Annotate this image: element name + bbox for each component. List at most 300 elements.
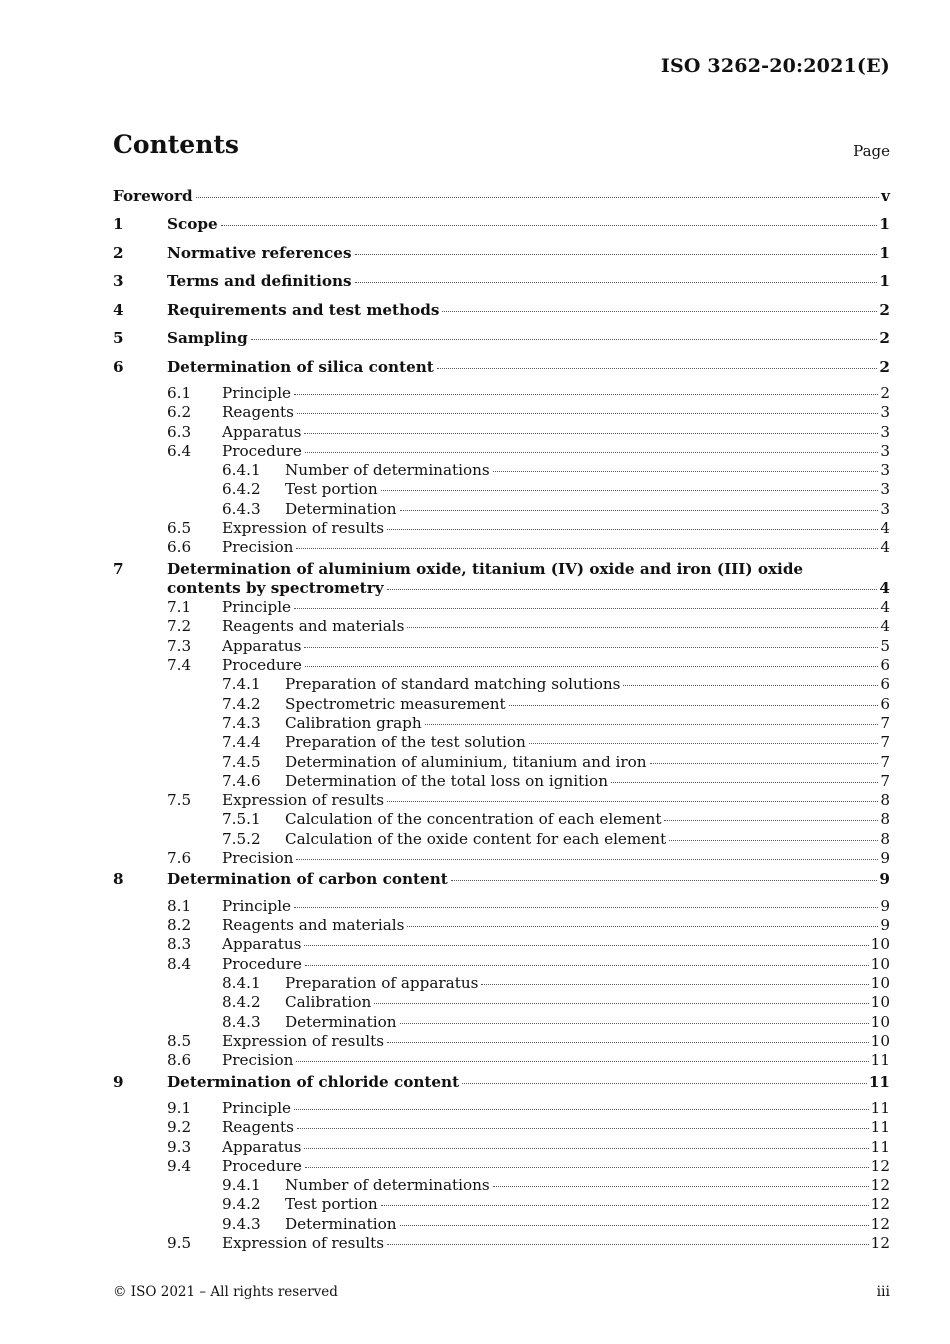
dot-leader: [529, 743, 878, 744]
toc-entry[interactable]: [113, 1136, 890, 1155]
dot-leader: [305, 666, 878, 667]
toc-leader-line: [222, 1118, 890, 1136]
toc-title: Procedure: [222, 954, 302, 973]
toc-section-number: 5: [113, 329, 124, 347]
toc-section-number: 7.1: [167, 598, 192, 617]
toc-title: Determination of aluminium oxide, titanium (IV) oxide and iron (III) oxide: [167, 559, 804, 578]
toc-entry[interactable]: [113, 895, 890, 914]
toc-leader-line: [285, 1013, 890, 1031]
toc-title: Determination of the total loss on ignition: [285, 771, 608, 790]
toc-entry[interactable]: [113, 1174, 890, 1193]
toc-section-number: 6.2: [167, 403, 192, 422]
toc-section-number: 7.4.6: [222, 771, 261, 790]
toc-page-number: 11: [870, 1099, 890, 1117]
toc-entry[interactable]: [113, 712, 890, 731]
toc-title: Expression of results: [222, 791, 384, 810]
toc-title: Number of determinations: [285, 461, 490, 480]
toc-leader-line: [285, 1176, 890, 1194]
toc-section-number: 9.4.2: [222, 1195, 261, 1214]
toc-section-number: 9.4: [167, 1156, 192, 1175]
dot-leader: [196, 197, 880, 198]
toc-section-number: 8: [113, 870, 124, 889]
toc-leader-line: [285, 695, 890, 713]
toc-section-number: 6.4.3: [222, 499, 261, 518]
toc-leader-line: [285, 1195, 890, 1213]
toc-leader-line: [222, 637, 890, 655]
toc-entry[interactable]: [113, 354, 890, 383]
toc-leader-line: [167, 870, 890, 888]
toc-page-number: 6: [880, 656, 890, 675]
toc-section-number: 6.4.1: [222, 461, 261, 480]
dot-leader: [304, 647, 878, 648]
toc-section-number: 7.4.5: [222, 752, 261, 771]
dot-leader: [650, 763, 879, 764]
toc-leader-line: [167, 579, 890, 597]
toc-leader-line: [222, 656, 890, 674]
dot-leader: [481, 984, 868, 985]
toc-leader-line: [167, 329, 890, 347]
toc-leader-line: [222, 617, 890, 635]
toc-leader-line: [285, 1215, 890, 1233]
toc-page-number: 1: [879, 243, 890, 262]
toc-section-number: 8.3: [167, 935, 192, 954]
dot-leader: [221, 225, 878, 226]
dot-leader: [304, 433, 878, 434]
toc-page-number: 2: [879, 329, 890, 347]
toc-entry[interactable]: [113, 770, 890, 789]
toc-title: Precision: [222, 849, 294, 868]
dot-leader: [305, 452, 878, 453]
toc-title: contents by spectrometry: [167, 578, 384, 597]
dot-leader: [493, 471, 879, 472]
toc-title: Procedure: [222, 1156, 302, 1175]
toc-page-number: 1: [879, 272, 890, 290]
toc-page-number: 2: [879, 300, 890, 319]
toc-leader-line: [285, 714, 890, 732]
toc-page-number: 1: [879, 215, 890, 233]
toc-leader-line: [222, 1234, 890, 1252]
toc-title: Preparation of apparatus: [285, 974, 479, 993]
toc-title: Calibration: [285, 993, 372, 1012]
toc-leader-line: [167, 1073, 890, 1091]
toc-page-number: 3: [880, 441, 890, 460]
toc-title: Precision: [222, 538, 294, 557]
toc-section-number: 6.6: [167, 538, 192, 557]
toc-leader-line: [167, 301, 890, 319]
toc-title: Calculation of the concentration of each element: [285, 810, 662, 829]
toc-leader-line: [285, 753, 890, 771]
toc-entry[interactable]: [113, 183, 890, 211]
dot-leader: [425, 724, 879, 725]
toc-page-number: 3: [880, 499, 890, 518]
toc-leader-line: [167, 215, 890, 233]
toc-page-number: 2: [880, 384, 890, 402]
toc-title: Apparatus: [222, 1137, 302, 1156]
toc-entry[interactable]: [113, 382, 890, 401]
toc-page-number: 11: [870, 1051, 890, 1070]
toc-section-number: 9.1: [167, 1099, 192, 1117]
toc-entry[interactable]: [113, 1030, 890, 1049]
toc-section-number: 9.2: [167, 1118, 192, 1137]
toc-title: Test portion: [285, 1195, 378, 1214]
toc-page-number: 7: [880, 771, 890, 790]
toc-entry[interactable]: [113, 1097, 890, 1116]
toc-page-number: 7: [880, 752, 890, 771]
toc-page-number: 11: [870, 1137, 890, 1156]
toc-section-number: 9: [113, 1072, 124, 1091]
toc-page-number: 10: [870, 1031, 890, 1050]
toc-page-number: 8: [880, 829, 890, 848]
toc-entry[interactable]: [113, 914, 890, 933]
dot-leader: [387, 801, 878, 802]
dot-leader: [297, 1128, 869, 1129]
toc-section-number: 8.4.1: [222, 974, 261, 993]
toc-page-number: 3: [880, 461, 890, 480]
toc-section-number: 7.5: [167, 791, 192, 810]
toc-page-number: 10: [870, 993, 890, 1012]
toc-page-number: 5: [880, 636, 890, 655]
toc-leader-line: [285, 500, 890, 518]
toc-title: Principle: [222, 896, 292, 915]
toc-section-number: 7.2: [167, 617, 192, 636]
toc-section-number: 7.4: [167, 656, 192, 675]
dot-leader: [296, 859, 878, 860]
toc-entry[interactable]: [113, 1232, 890, 1251]
toc-section-number: 7.4.3: [222, 713, 261, 732]
toc-leader-line: [222, 1157, 890, 1175]
toc-page-number: 6: [880, 694, 890, 713]
toc-page-number: 4: [880, 538, 890, 557]
toc-leader-line: [167, 244, 890, 262]
toc-leader-line: [222, 1051, 890, 1069]
toc-page-number: 7: [880, 713, 890, 732]
toc-title: Number of determinations: [285, 1176, 490, 1195]
toc-section-number: 1: [113, 215, 124, 233]
dot-leader: [251, 339, 878, 340]
toc-leader-line: [222, 1138, 890, 1156]
toc-page-number: 4: [879, 578, 890, 597]
toc-section-number: 7.4.2: [222, 694, 261, 713]
toc-title: Determination: [285, 1214, 397, 1233]
page-column-label: Page: [853, 142, 890, 160]
toc-section-number: 6.3: [167, 422, 192, 441]
toc-section-number: 6.4.2: [222, 480, 261, 499]
toc-section-number: 7.4.1: [222, 675, 261, 694]
toc-leader-line: [222, 538, 890, 556]
toc-page-number: 10: [870, 954, 890, 973]
toc-section-number: 7.3: [167, 636, 192, 655]
toc-entry[interactable]: [113, 211, 890, 240]
toc-page-number: 10: [870, 974, 890, 993]
toc-title: Calibration graph: [285, 713, 422, 732]
toc-section-number: 8.4: [167, 954, 192, 973]
toc-entry[interactable]: [113, 1155, 890, 1174]
dot-leader: [294, 394, 878, 395]
dot-leader: [296, 1061, 868, 1062]
dot-leader: [304, 1148, 868, 1149]
toc-section-number: 6.1: [167, 384, 192, 402]
toc-leader-line: [222, 384, 890, 402]
toc-title: Preparation of standard matching solutions: [285, 675, 621, 694]
dot-leader: [462, 1083, 867, 1084]
toc-title: Preparation of the test solution: [285, 733, 526, 752]
toc-leader-line: [285, 772, 890, 790]
dot-leader: [305, 1167, 869, 1168]
dot-leader: [294, 1109, 869, 1110]
toc-section-number: 2: [113, 243, 124, 262]
toc-title: Principle: [222, 384, 292, 402]
dot-leader: [296, 548, 878, 549]
toc-title: Procedure: [222, 441, 302, 460]
toc-section-number: 7.5.2: [222, 829, 261, 848]
toc-page-number: 9: [880, 849, 890, 868]
toc-leader-line: [285, 675, 890, 693]
toc-entry[interactable]: [113, 1049, 890, 1068]
toc-leader-line: [167, 358, 890, 376]
toc-page-number: 3: [880, 422, 890, 441]
toc-page-number: 10: [870, 935, 890, 954]
toc-page-number: 8: [880, 810, 890, 829]
toc-entry[interactable]: [113, 991, 890, 1010]
toc-leader-line: [222, 935, 890, 953]
dot-leader: [623, 685, 878, 686]
toc-entry[interactable]: [113, 556, 890, 577]
dot-leader: [611, 782, 878, 783]
toc-entry[interactable]: [113, 1069, 890, 1098]
toc-page-number: 11: [868, 1072, 890, 1091]
toc-entry[interactable]: [113, 953, 890, 972]
toc-page-number: 10: [870, 1012, 890, 1031]
toc-entry[interactable]: [113, 751, 890, 770]
toc-entry[interactable]: [113, 440, 890, 459]
toc-title: Determination: [285, 499, 397, 518]
toc-section-number: 9.3: [167, 1137, 192, 1156]
toc-section-number: 9.4.1: [222, 1176, 261, 1195]
toc-entry[interactable]: [113, 596, 890, 615]
dot-leader: [451, 880, 878, 881]
toc-entry[interactable]: [113, 536, 890, 555]
dot-leader: [437, 368, 878, 369]
dot-leader: [297, 413, 878, 414]
toc-section-number: 3: [113, 272, 124, 290]
dot-leader: [400, 1225, 869, 1226]
toc-title: Apparatus: [222, 935, 302, 954]
toc-title: Reagents: [222, 1118, 294, 1137]
dot-leader: [355, 254, 878, 255]
toc-title: Apparatus: [222, 636, 302, 655]
toc-entry[interactable]: [113, 635, 890, 654]
toc-entry[interactable]: [113, 1011, 890, 1030]
toc-page-number: 4: [880, 519, 890, 538]
toc-title: Precision: [222, 1051, 294, 1070]
toc-section-number: 7.6: [167, 849, 192, 868]
toc-leader-line: [167, 272, 890, 290]
toc-title: Sampling: [167, 329, 248, 347]
dot-leader: [509, 705, 879, 706]
toc-entry[interactable]: [113, 1193, 890, 1212]
toc-page-number: 12: [870, 1214, 890, 1233]
toc-leader-line: [222, 519, 890, 537]
toc-entry[interactable]: [113, 478, 890, 497]
toc-page-number: 12: [870, 1176, 890, 1195]
dot-leader: [493, 1186, 869, 1187]
toc-entry[interactable]: [113, 731, 890, 750]
toc-leader-line: [222, 442, 890, 460]
toc-page-number: 3: [880, 480, 890, 499]
toc-page-number: v: [881, 187, 890, 205]
dot-leader: [387, 1244, 869, 1245]
toc-section-number: 6.4: [167, 441, 192, 460]
toc-entry[interactable]: [113, 1116, 890, 1135]
toc-section-number: 6: [113, 357, 124, 376]
toc-entry[interactable]: [113, 517, 890, 536]
toc-section-number: 8.5: [167, 1031, 192, 1050]
toc-entry[interactable]: [113, 972, 890, 991]
toc-section-number: 8.6: [167, 1051, 192, 1070]
toc-section-number: 9.5: [167, 1234, 192, 1253]
dot-leader: [304, 945, 868, 946]
toc-page-number: 9: [880, 916, 890, 935]
toc-title: Procedure: [222, 656, 302, 675]
toc-leader-line: [285, 830, 890, 848]
dot-leader: [355, 282, 878, 283]
toc-leader-line: [113, 187, 890, 205]
toc-leader-line: [285, 974, 890, 992]
toc-entry[interactable]: [113, 847, 890, 866]
toc-leader-line: [222, 598, 890, 616]
dot-leader: [374, 1003, 868, 1004]
toc-section-number: 8.1: [167, 896, 192, 915]
toc-leader-line: [285, 461, 890, 479]
toc-entry[interactable]: [113, 615, 890, 634]
toc-page-number: 4: [880, 617, 890, 636]
toc-section-number: 8.4.2: [222, 993, 261, 1012]
toc-page-number: 7: [880, 733, 890, 752]
toc-leader-line: [222, 955, 890, 973]
toc-title: Requirements and test methods: [167, 300, 440, 319]
toc-entry[interactable]: [113, 297, 890, 326]
toc-title: Determination of aluminium, titanium and iron: [285, 752, 647, 771]
toc-entry[interactable]: [113, 401, 890, 420]
dot-leader: [381, 490, 879, 491]
toc-entry[interactable]: [113, 421, 890, 440]
contents-title: Contents: [113, 130, 240, 159]
toc-leader-line: [222, 897, 890, 915]
toc-leader-line: [285, 733, 890, 751]
toc-leader-line: [285, 480, 890, 498]
dot-leader: [400, 510, 879, 511]
toc-title: Determination: [285, 1012, 397, 1031]
toc-title: Spectrometric measurement: [285, 694, 506, 713]
toc-entry[interactable]: [113, 866, 890, 895]
dot-leader: [664, 820, 878, 821]
toc-leader-line: [222, 403, 890, 421]
toc-section-number: 4: [113, 300, 124, 319]
toc-entry[interactable]: [113, 933, 890, 952]
dot-leader: [294, 608, 878, 609]
document-code: ISO 3262-20:2021(E): [660, 55, 890, 77]
dot-leader: [407, 926, 878, 927]
toc-section-number: 8.4.3: [222, 1012, 261, 1031]
toc-entry[interactable]: [113, 828, 890, 847]
dot-leader: [400, 1023, 869, 1024]
toc-entry[interactable]: [113, 808, 890, 827]
toc-title: Determination of carbon content: [167, 870, 448, 889]
toc-leader-line: [285, 810, 890, 828]
toc-entry[interactable]: [113, 693, 890, 712]
toc-title: Calculation of the oxide content for each element: [285, 829, 667, 848]
toc-title: Principle: [222, 598, 292, 617]
toc-leader-line: [222, 849, 890, 867]
toc-title: Test portion: [285, 480, 378, 499]
toc-title: Terms and definitions: [167, 272, 352, 290]
toc-section-number: 7.5.1: [222, 810, 261, 829]
dot-leader: [442, 311, 877, 312]
table-of-contents: [113, 183, 890, 1251]
toc-title: Principle: [222, 1099, 292, 1117]
toc-entry[interactable]: [113, 577, 890, 597]
toc-leader-line: [222, 916, 890, 934]
toc-leader-line: [222, 1099, 890, 1117]
toc-page-number: 11: [870, 1118, 890, 1137]
toc-page-number: 12: [870, 1234, 890, 1253]
toc-page-number: 2: [879, 357, 890, 376]
toc-leader-line: [222, 791, 890, 809]
toc-section-number: 9.4.3: [222, 1214, 261, 1233]
toc-leader-line: [222, 1032, 890, 1050]
dot-leader: [387, 529, 878, 530]
dot-leader: [381, 1205, 869, 1206]
dot-leader: [669, 840, 878, 841]
toc-leader-line: [222, 423, 890, 441]
dot-leader: [387, 1042, 869, 1043]
toc-entry[interactable]: [113, 459, 890, 478]
toc-page-number: 8: [880, 791, 890, 810]
toc-section-number: 7: [113, 559, 124, 578]
dot-leader: [387, 589, 878, 590]
toc-title: Reagents and materials: [222, 916, 405, 935]
dot-leader: [294, 907, 878, 908]
toc-page-number: 9: [880, 896, 890, 915]
toc-page-number: 12: [870, 1195, 890, 1214]
toc-section-number: 7.4.4: [222, 733, 261, 752]
toc-entry[interactable]: [113, 1213, 890, 1232]
footer-copyright: © ISO 2021 – All rights reserved: [113, 1284, 338, 1300]
toc-title: Expression of results: [222, 1031, 384, 1050]
toc-entry[interactable]: [113, 325, 890, 354]
toc-entry[interactable]: [113, 498, 890, 517]
dot-leader: [407, 627, 878, 628]
toc-title: Reagents: [222, 403, 294, 422]
toc-title: Foreword: [113, 187, 193, 205]
toc-title: Reagents and materials: [222, 617, 405, 636]
toc-page-number: 12: [870, 1156, 890, 1175]
toc-entry[interactable]: [113, 654, 890, 673]
toc-title: Expression of results: [222, 1234, 384, 1253]
toc-page-number: 9: [879, 870, 890, 889]
toc-entry[interactable]: [113, 268, 890, 297]
toc-entry[interactable]: [113, 789, 890, 808]
toc-title: Normative references: [167, 243, 352, 262]
toc-section-number: 8.2: [167, 916, 192, 935]
toc-entry[interactable]: [113, 673, 890, 692]
toc-title: Expression of results: [222, 519, 384, 538]
dot-leader: [305, 965, 869, 966]
toc-entry[interactable]: [113, 240, 890, 269]
toc-title: Determination of silica content: [167, 357, 434, 376]
toc-page-number: 6: [880, 675, 890, 694]
toc-section-number: 6.5: [167, 519, 192, 538]
